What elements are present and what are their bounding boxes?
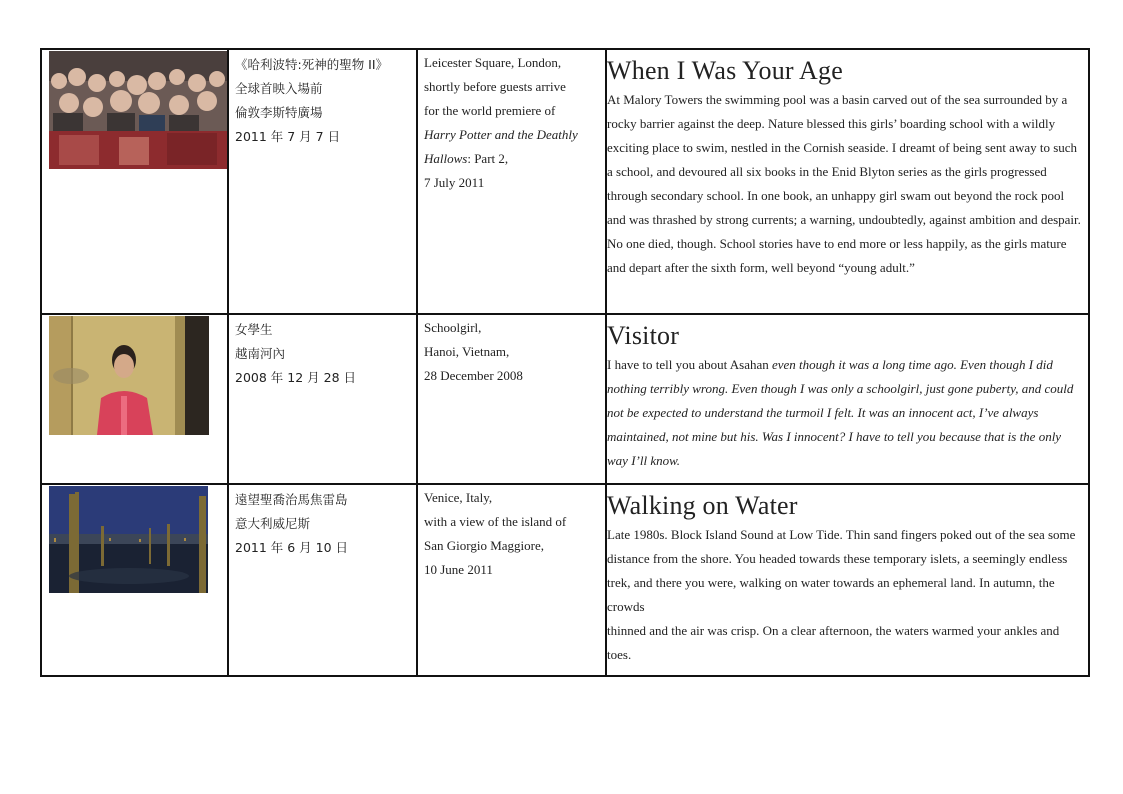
english-caption-line: Schoolgirl, bbox=[424, 320, 482, 335]
photo-cell bbox=[41, 484, 228, 676]
english-caption-line: Hanoi, Vietnam, bbox=[424, 344, 510, 359]
chinese-caption-cell bbox=[228, 484, 417, 676]
table-row bbox=[41, 484, 1089, 676]
english-caption-line: Venice, Italy, bbox=[424, 490, 493, 505]
chinese-caption-cell bbox=[228, 314, 417, 484]
film-title: Harry Potter and the Deathly bbox=[424, 127, 578, 142]
chinese-caption-line: 2008 年 12 月 28 日 bbox=[235, 370, 356, 385]
chinese-caption-line: 遠望聖喬治馬焦雷島 bbox=[235, 492, 348, 507]
story-text bbox=[607, 353, 1088, 473]
chinese-caption-line: 意大利威尼斯 bbox=[235, 516, 311, 531]
table-row bbox=[41, 314, 1089, 484]
english-caption-line: Leicester Square, London, bbox=[424, 55, 562, 70]
photo-cell bbox=[41, 49, 228, 314]
english-caption-line: shortly before guests arrive bbox=[424, 79, 566, 94]
english-caption-line: with a view of the island of bbox=[424, 514, 567, 529]
premiere-crowd-photo bbox=[49, 51, 227, 169]
story-cell bbox=[606, 314, 1089, 484]
photo-cell bbox=[41, 314, 228, 484]
chinese-caption-line: 越南河內 bbox=[235, 346, 286, 361]
schoolgirl-photo bbox=[49, 316, 209, 435]
english-caption-line bbox=[424, 123, 605, 147]
story-title: When I Was Your Age bbox=[607, 56, 843, 85]
film-part: : Part 2, bbox=[467, 151, 509, 166]
story-title: Visitor bbox=[607, 321, 680, 350]
story-text: At Malory Towers the swimming pool was a basin carved out of the sea surrounded by a rocky barrier against the deep. Nature blessed this girls’ boarding school with a wildly exciting place to swim, nestled in the Cornish seaside. I dreamt of being sent away to such a school, and devoured all six books in the Enid Blyton series as the girls progressed through secondary school. In one book, an unhappy girl swam out beyond the rock pool and was thrashed by strong currents; a warning, undoubtedly, against ambition and despair. No one died, though. School stories have to end more or less happily, as the girls mature and depart after the sixth form, well beyond “young adult.” bbox=[607, 92, 1081, 275]
story-text-italic: even though it was a long time ago. Even though I did nothing terribly wrong. Even though I was only a schoolgirl, just gone puberty, and could not be expected to understand the turmoil I felt. It was an innocent act, I’ve always maintained, not mine but his. Was I innocent? I have to tell you because that is the only way I’ll know. bbox=[607, 357, 1074, 468]
story-cell bbox=[606, 484, 1089, 676]
chinese-caption-line: 全球首映入場前 bbox=[235, 81, 323, 96]
english-caption-line bbox=[424, 147, 605, 171]
english-caption-cell bbox=[417, 314, 606, 484]
story-title: Walking on Water bbox=[607, 491, 798, 520]
english-caption-line: 10 June 2011 bbox=[424, 562, 493, 577]
document-table bbox=[40, 48, 1090, 677]
english-caption-line: 28 December 2008 bbox=[424, 368, 523, 383]
chinese-caption-line: 2011 年 7 月 7 日 bbox=[235, 129, 341, 144]
chinese-caption-cell bbox=[228, 49, 417, 314]
story-text: Late 1980s. Block Island Sound at Low Tide. Thin sand fingers poked out of the sea some distance from the shore. You headed towards these temporary islets, a seemingly endless trek, and there you were, walking on water towards an ephemeral land. In autumn, the crowds bbox=[607, 527, 1076, 614]
english-caption-line: for the world premiere of bbox=[424, 103, 556, 118]
chinese-caption-line: 2011 年 6 月 10 日 bbox=[235, 540, 349, 555]
story-text: thinned and the air was crisp. On a clear afternoon, the waters warmed your ankles and toes. bbox=[607, 623, 1060, 662]
story-cell bbox=[606, 49, 1089, 314]
venice-lagoon-photo bbox=[49, 486, 208, 593]
chinese-caption-line: 《哈利波特:死神的聖物 II》 bbox=[235, 57, 389, 72]
table-row bbox=[41, 49, 1089, 314]
english-caption-line: San Giorgio Maggiore, bbox=[424, 538, 544, 553]
english-caption-line: 7 July 2011 bbox=[424, 175, 485, 190]
chinese-caption-line: 倫敦李斯特廣場 bbox=[235, 105, 323, 120]
english-caption-cell bbox=[417, 484, 606, 676]
film-title: Hallows bbox=[424, 151, 468, 166]
english-caption-cell bbox=[417, 49, 606, 314]
story-text-plain: I have to tell you about Asahan bbox=[607, 357, 772, 372]
chinese-caption-line: 女學生 bbox=[235, 322, 273, 337]
